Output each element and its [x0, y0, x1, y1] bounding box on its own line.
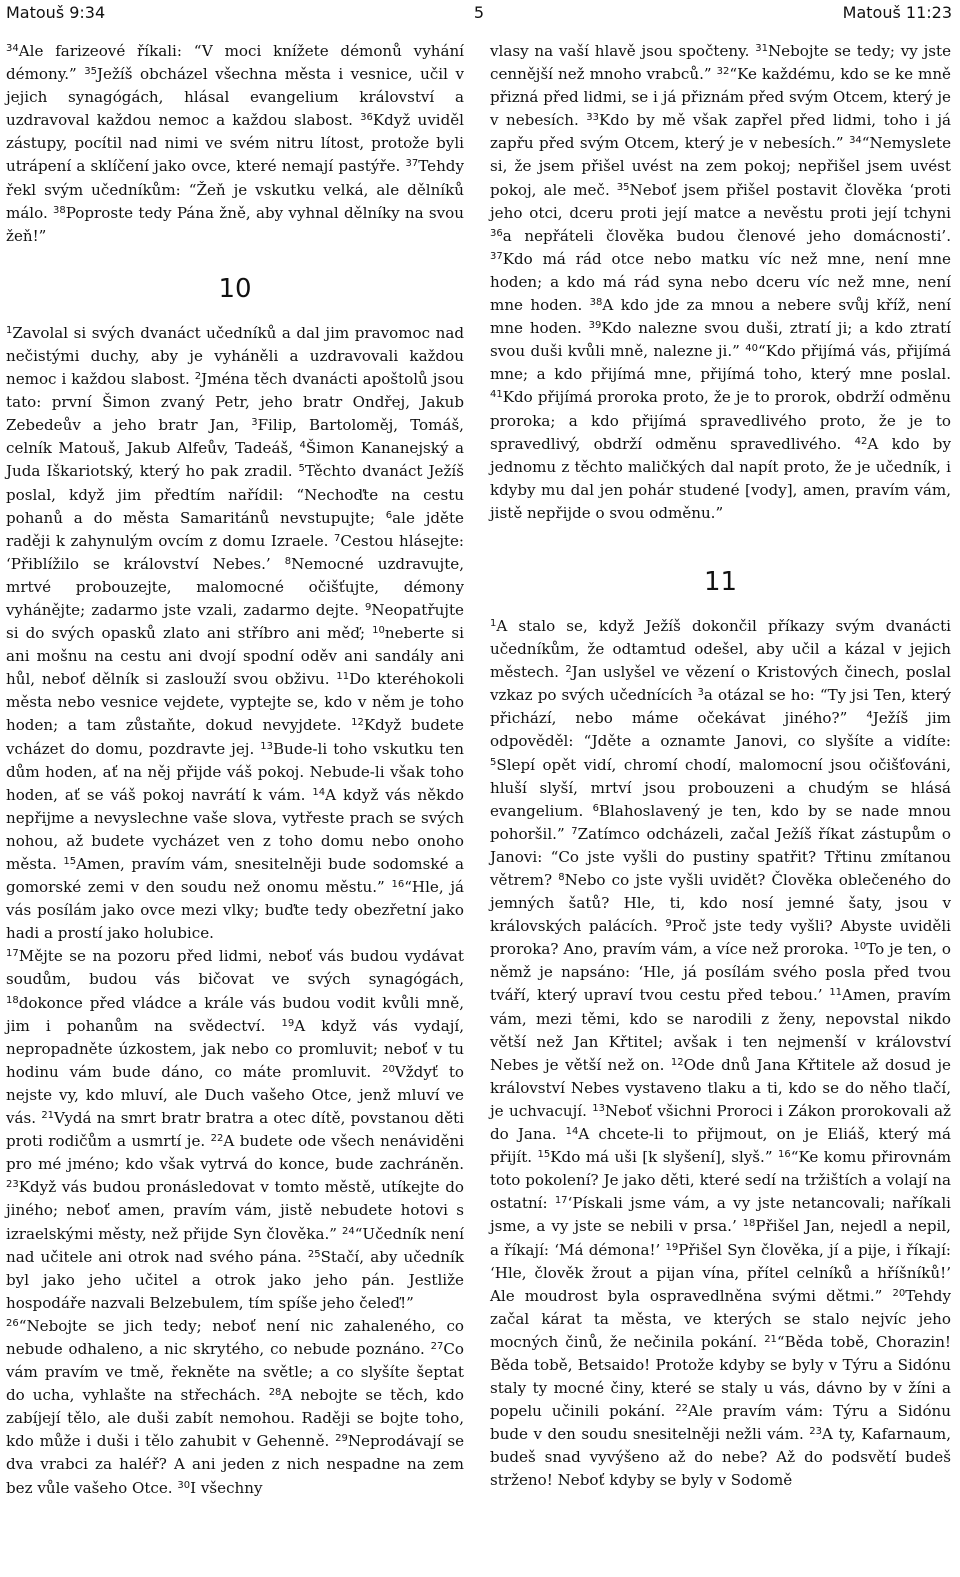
verse-number: 25 — [307, 1248, 321, 1260]
verse-number: 36 — [490, 227, 503, 239]
verse-text: vlasy na vaší hlavě jsou spočteny. — [490, 42, 756, 60]
verse-text: A když vás vydají, nepropadněte úzkostem, jak nebo co promluvit; neboť v tu hodinu vám bude dáno, co máte promluvit. — [6, 1016, 464, 1081]
verse-number: 5 — [298, 463, 305, 475]
verse-text: “Ke komu přirovnám toto pokolení? Je jako děti, které sedí na tržištích a volají na ostatní: — [490, 1148, 952, 1213]
verse-number: 20 — [892, 1287, 906, 1299]
verse-text: Ježíš obcházel všechna města i vesnice, učil v jejich synagógách, hlásal evangelium království a uzdravoval každou nemoc a každou slabost. — [6, 65, 464, 130]
verse-number: 10 — [853, 941, 867, 953]
verse-number: 35 — [616, 181, 630, 193]
verse-number: 38 — [589, 297, 603, 309]
verse-number: 33 — [586, 112, 600, 124]
verse-number: 26 — [6, 1317, 19, 1329]
verse-number: 4 — [299, 440, 306, 452]
verse-number: 13 — [592, 1102, 606, 1114]
verse-text: Tehdy řekl svým učedníkům: “Žeň je vskutku velká, ale dělníků málo. — [6, 157, 464, 222]
verse-text: Šimon Kananejský a Juda Iškariotský, který ho pak zradil. — [6, 439, 464, 481]
page-number: 5 — [473, 3, 485, 22]
paragraph — [6, 40, 464, 248]
verse-text: ‘Pískali jsme vám, a vy jste netancovali; naříkali jsme, a vy jste se nebili v prsa.’ — [490, 1194, 951, 1236]
verse-number: 9 — [365, 601, 372, 613]
verse-number: 40 — [745, 343, 758, 355]
verse-text: Mějte se na pozoru před lidmi, neboť vás budou vydávat soudům, budou vás bičovat ve svých synagógách, — [6, 947, 464, 989]
verse-text: “Učedník není nad učitele ani otrok nad svého pána. — [6, 1224, 465, 1266]
verse-text: Proč jste tedy vyšli? Abyste uviděli proroka? Ano, pravím vám, a více než proroka. — [490, 917, 952, 959]
verse-text: Neboť všichni Proroci i Zákon prorokovali až do Jana. — [490, 1101, 952, 1144]
verse-text: Vždyť to nejste vy, kdo mluví, ale Duch vašeho Otce, jenž mluví ve vás. — [6, 1062, 464, 1128]
verse-text: A kdo by jednomu z těchto maličkých dal napít proto, že je učedník, i kdyby mu dal jen pohár studené [vody], amen, pravím vám, jistě nepřijde o svou odměnu.” — [490, 434, 951, 522]
verse-text: A nebojte se těch, kdo zabíjejí tělo, ale duši zabít nemohou. Raději se bojte toho, kdo může i duši i tělo zahubit v Gehenně. — [6, 1386, 464, 1451]
verse-number: 35 — [84, 66, 97, 78]
verse-text: Neboť jsem přišel postavit člověka ‘proti jeho otci, dceru proti její matce a nevěstu proti její tchyni — [490, 180, 952, 222]
running-header — [6, 3, 952, 25]
verse-number: 1 — [6, 324, 13, 336]
verse-number: 19 — [281, 1017, 295, 1029]
verse-number: 16 — [778, 1149, 791, 1161]
verse-number: 12 — [670, 1056, 684, 1068]
verse-text: Jména těch dvanácti apoštolů jsou tato: první Šimon zvaný Petr, jeho bratr Ondřej, Jakub Zebedeův a jeho bratr Jan, — [6, 370, 464, 435]
verse-number: 15 — [63, 856, 77, 867]
verse-text: Ale pravím vám: Týru a Sidónu bude v den soudu snesitelněji nežli vám. — [490, 1402, 951, 1444]
verse-number: 34 — [849, 135, 862, 147]
verse-number: 38 — [53, 204, 66, 216]
verse-text: A chcete-li to přijmout, on je Eliáš, který má přijít. — [490, 1125, 951, 1167]
verse-text: A stalo se, když Ježíš dokončil příkazy svým dvanácti učedníkům, že odtamtud odešel, aby učil a kázal v jejich městech. — [490, 616, 951, 682]
verse-number: 16 — [391, 879, 405, 891]
verse-text: “Nebojte se jich tedy; neboť není nic zahaleného, co nebude odhaleno, a nic skrytého, co nebude poznáno. — [6, 1316, 464, 1358]
verse-number: 3 — [251, 417, 258, 429]
verse-text: A budete ode všech nenáviděni pro mé jméno; kdo však vytrvá do konce, bude zachráněn. — [6, 1132, 464, 1174]
verse-text: a nepřáteli člověka budou členové jeho domácnosti’. — [502, 226, 951, 245]
verse-number: 19 — [665, 1241, 679, 1253]
verse-text: “Kdo přijímá vás, přijímá mne; a kdo přijímá mne, přijímá toho, který mne poslal. — [490, 342, 951, 384]
verse-number: 17 — [6, 948, 19, 960]
verse-number: 37 — [405, 158, 419, 170]
verse-number: 12 — [351, 717, 364, 729]
verse-number: 22 — [210, 1133, 224, 1145]
verse-text: Kdo má rád otce nebo matku víc než mne, není mne hoden; a kdo má rád syna nebo dceru víc než mne, není mne hoden. — [490, 249, 951, 315]
verse-text: Ode dnů Jana Křtitele až dosud je království Nebes vystaveno tlaku a ti, kdo se do něho tlačí, je uchvacují. — [490, 1055, 951, 1120]
paragraph — [490, 615, 951, 1493]
verse-number: 18 — [6, 994, 19, 1006]
verse-number: 27 — [430, 1340, 444, 1352]
verse-number: 11 — [829, 987, 843, 999]
verse-text: dokonce před vládce a krále vás budou vodit kvůli mně, jim i pohanům na svědectví. — [6, 993, 464, 1035]
verse-number: 3 — [697, 687, 704, 699]
verse-text: “Hle, já vás posílám jako ovce mezi vlky; buďte tedy obezřetní jako hadi a prostí jako holubice. — [6, 878, 465, 943]
verse-number: 14 — [312, 786, 326, 798]
verse-number: 23 — [6, 1179, 19, 1191]
verse-number: 18 — [742, 1218, 756, 1230]
verse-number: 6 — [385, 509, 393, 521]
verse-number: 14 — [565, 1126, 579, 1138]
verse-text: Kdo by mě však zapřel před lidmi, toho i já zapřu před svým Otcem, který je v nebesích.” — [490, 111, 951, 153]
verse-text: Ježíš jim odpověděl: “Jděte a oznamte Janovi, co slyšíte a vidíte: — [490, 709, 951, 751]
verse-text: Tehdy začal kárat ta města, ve kterých se stalo nejvíc jeho mocných činů, že nečinila pokání. — [490, 1286, 951, 1351]
verse-number: 30 — [177, 1479, 191, 1491]
verse-text: “Ke každému, kdo se ke mně přizná před lidmi, se i já přiznám před svým Otcem, který je v nebesích. — [490, 65, 951, 130]
verse-number: 20 — [382, 1063, 395, 1075]
verse-text: To je ten, o němž je napsáno: ‘Hle, já posílám svého posla před tvou tváří, který upraví tvou cestu před tebou.’ — [490, 940, 951, 1005]
header-reference-start: Matouš 9:34 — [6, 3, 106, 22]
verse-text: Přišel Syn člověka, jí a pije, i říkají: ‘Hle, člověk žrout a pijan vína, přítel celníků a hříšníků!’ Ale moudrost byla ospravedlněna svými dětmi.” — [490, 1240, 951, 1305]
header-reference-end: Matouš 11:23 — [842, 3, 952, 22]
verse-text: “Nemyslete si, že jsem přišel uvést na zem pokoj; nepřišel jsem uvést pokoj, ale meč. — [490, 134, 951, 199]
verse-number: 10 — [372, 625, 385, 637]
verse-number: 21 — [41, 1110, 55, 1122]
verse-text: Těchto dvanáct Ježíš poslal, když jim předtím nařídil: “Nechoďte na cestu pohanů a do města Samaritánů nevstupujte; — [6, 462, 465, 527]
verse-text: Nemocné uzdravujte, mrtvé probouzejte, malomocné očišťujte, démony vyhánějte; zadarmo jste vzali, zadarmo dejte. — [6, 554, 465, 619]
verse-number: 1 — [490, 617, 497, 629]
verse-number: 29 — [335, 1433, 348, 1445]
verse-number: 8 — [558, 872, 565, 883]
chapter-heading: 11 — [703, 566, 738, 597]
verse-text: Přišel Jan, nejedl a nepil, a říkají: ‘Má démona!’ — [490, 1217, 951, 1259]
verse-number: 11 — [336, 671, 350, 683]
verse-text: Filip, Bartoloměj, Tomáš, celník Matouš, Jakub Alfeův, Tadeáš, — [6, 416, 464, 458]
verse-number: 28 — [268, 1387, 282, 1399]
paragraph — [6, 1315, 464, 1500]
verse-text: Amen, pravím vám, mezi těmi, kdo se narodili z ženy, nepovstal nikdo větší než Jan Křtitel; avšak i ten nejmenší v království Nebes je větší než on. — [490, 986, 951, 1074]
verse-text: Vydá na smrt bratr bratra a otec dítě, povstanou děti proti rodičům a usmrtí je. — [6, 1109, 464, 1151]
verse-number: 39 — [588, 320, 602, 332]
verse-text: Když budete vcházet do domu, pozdravte jej. — [6, 716, 464, 758]
verse-number: 5 — [490, 756, 497, 768]
verse-text: “Běda tobě, Chorazin! Běda tobě, Betsaido! Protože kdyby se byly v Týru a Sidónu staly ty mocné činy, které se staly u vás, dávno by v žíni a popelu učinili pokání. — [490, 1332, 951, 1421]
verse-text: Neopatřujte si do svých opasků zlato ani stříbro ani měď; — [6, 600, 464, 643]
verse-number: 23 — [809, 1426, 823, 1438]
verse-text: Nebojte se tedy; vy jste cennější než mnoho vrabců.” — [490, 42, 951, 84]
verse-text: Bude-li toho vskutku ten dům hoden, ať na něj přijde váš pokoj. Nebude-li však toho hoden, ať se váš pokoj navrátí k vám. — [6, 739, 464, 804]
verse-text: Nebo co jste vyšli uvidět? Člověka oblečeného do jemných šatů? Hle, ti, kdo nosí jemné šaty, jsou v královských palácích. — [490, 871, 951, 936]
verse-text: Kdo nalezne svou duši, ztratí ji; a kdo ztratí svou duši kvůli mně, nalezne ji.” — [490, 319, 951, 361]
verse-text: Slepí opět vidí, chromí chodí, malomocní jsou očišťováni, hluší slyší, mrtví jsou probouzeni a chudým se hlásá evangelium. — [490, 755, 951, 820]
verse-text: ale jděte raději k zahynulým ovcím z domu Izraele. — [6, 508, 464, 550]
verse-text: Zavolal si svých dvanáct učedníků a dal jim pravomoc nad nečistými duchy, aby je vyháněli a uzdravovali každou nemoc i každou slabost. — [6, 323, 464, 389]
verse-number: 2 — [194, 371, 202, 383]
verse-text: Kdo má uši [k slyšení], slyš.” — [550, 1148, 779, 1167]
verse-number: 42 — [854, 435, 868, 447]
verse-text: I všechny — [190, 1478, 263, 1497]
verse-text: Stačí, aby učedník byl jako jeho učitel a otrok jako jeho pán. Jestliže hospodáře nazvali Belzebulem, tím spíše jeho čeleď!” — [6, 1247, 464, 1312]
verse-number: 17 — [554, 1195, 568, 1207]
paragraph — [6, 322, 464, 946]
verse-number: 7 — [571, 825, 578, 837]
verse-text: Zatímco odcházeli, začal Ježíš říkat zástupům o Janovi: “Co jste vyšli do pustiny spatřit? Třtinu zmítanou větrem? — [490, 824, 951, 889]
verse-text: Amen, pravím vám, snesitelněji bude sodomské a gomorské zemi v den soudu než onomu městu.” — [6, 855, 464, 897]
verse-number: 24 — [341, 1225, 355, 1237]
verse-number: 41 — [490, 389, 503, 401]
verse-text: Když uviděl zástupy, pocítil nad nimi ve svém nitru lítost, protože byli utrápení a sklíčení jako ovce, které nemají pastýře. — [6, 111, 465, 176]
verse-text: Do kteréhokoli města nebo vesnice vejdete, vyptejte se, kdo v něm je toho hoden; a tam zůstaňte, dokud nevyjdete. — [6, 670, 465, 735]
verse-text: Jan uslyšel ve vězení o Kristových činech, poslal vzkaz po svých učednících — [490, 663, 951, 705]
left-column — [6, 40, 464, 1500]
verse-text: Co vám pravím ve tmě, řekněte na světle; a co slyšíte šeptat do ucha, vyhlašte na střechách. — [6, 1339, 464, 1405]
verse-number: 9 — [665, 918, 672, 930]
verse-number: 37 — [490, 250, 503, 262]
verse-text: Když vás budou pronásledovat v tomto městě, utíkejte do jiného; neboť amen, pravím vám, jistě nebudete hotovi s izraelskými městy, než přijde Syn člověka.” — [6, 1178, 464, 1243]
verse-text: Poproste tedy Pána žně, aby vyhnal dělníky na svou žeň!” — [6, 203, 464, 245]
verse-text: A kdo jde za mnou a nebere svůj kříž, není mne hoden. — [490, 296, 951, 338]
verse-number: 32 — [716, 66, 730, 78]
verse-text: A když vás někdo nepřijme a nevyslechne vaše slova, vytřeste prach se svých nohou, až budete vycházet ven z toho domu nebo onoho města. — [6, 785, 464, 873]
verse-number: 34 — [6, 43, 19, 54]
paragraph — [6, 945, 464, 1315]
verse-number: 13 — [260, 740, 274, 752]
verse-text: Blahoslavený je ten, kdo by se nade mnou pohoršil.” — [490, 801, 952, 843]
verse-text: A ty, Kafarnaum, budeš snad vyvýšeno až do nebe? Až do podsvětí budeš strženo! Neboť kdyby se byly v Sodomě — [490, 1425, 951, 1490]
verse-number: 36 — [360, 112, 373, 124]
verse-number: 31 — [755, 43, 768, 54]
verse-number: 4 — [866, 710, 873, 722]
verse-text: Cestou hlásejte: ‘Přiblížilo se království Nebes.’ — [6, 531, 465, 573]
verse-text: Neprodávají se dva vrabci za haléř? A ani jeden z nich nespadne na zem bez vůle vašeho Otce. — [6, 1432, 465, 1497]
verse-number: 15 — [537, 1149, 551, 1161]
verse-number: 8 — [284, 555, 292, 567]
verse-number: 21 — [764, 1333, 777, 1345]
verse-text: Ale farizeové říkali: “V moci knížete démonů vyhání démony.” — [6, 42, 464, 84]
verse-number: 7 — [334, 532, 341, 544]
right-column — [490, 40, 951, 1493]
chapter-heading: 10 — [218, 273, 252, 304]
verse-number: 22 — [675, 1403, 689, 1415]
paragraph — [490, 40, 951, 525]
verse-text: Kdo přijímá proroka proto, že je to prorok, obdrží odměnu proroka; a kdo přijímá spravedlivého proto, že je to spravedlivý, obdrží odměnu spravedlivého. — [490, 388, 951, 453]
verse-text: neberte si ani mošnu na cestu ani dvojí spodní oděv ani sandály ani hůl, neboť dělník si zaslouží svou obživu. — [6, 624, 464, 689]
verse-text: a otázal se ho: “Ty jsi Ten, který přichází, nebo máme očekávat jiného?” — [490, 686, 951, 728]
verse-number: 6 — [592, 802, 599, 814]
verse-number: 2 — [565, 664, 572, 676]
